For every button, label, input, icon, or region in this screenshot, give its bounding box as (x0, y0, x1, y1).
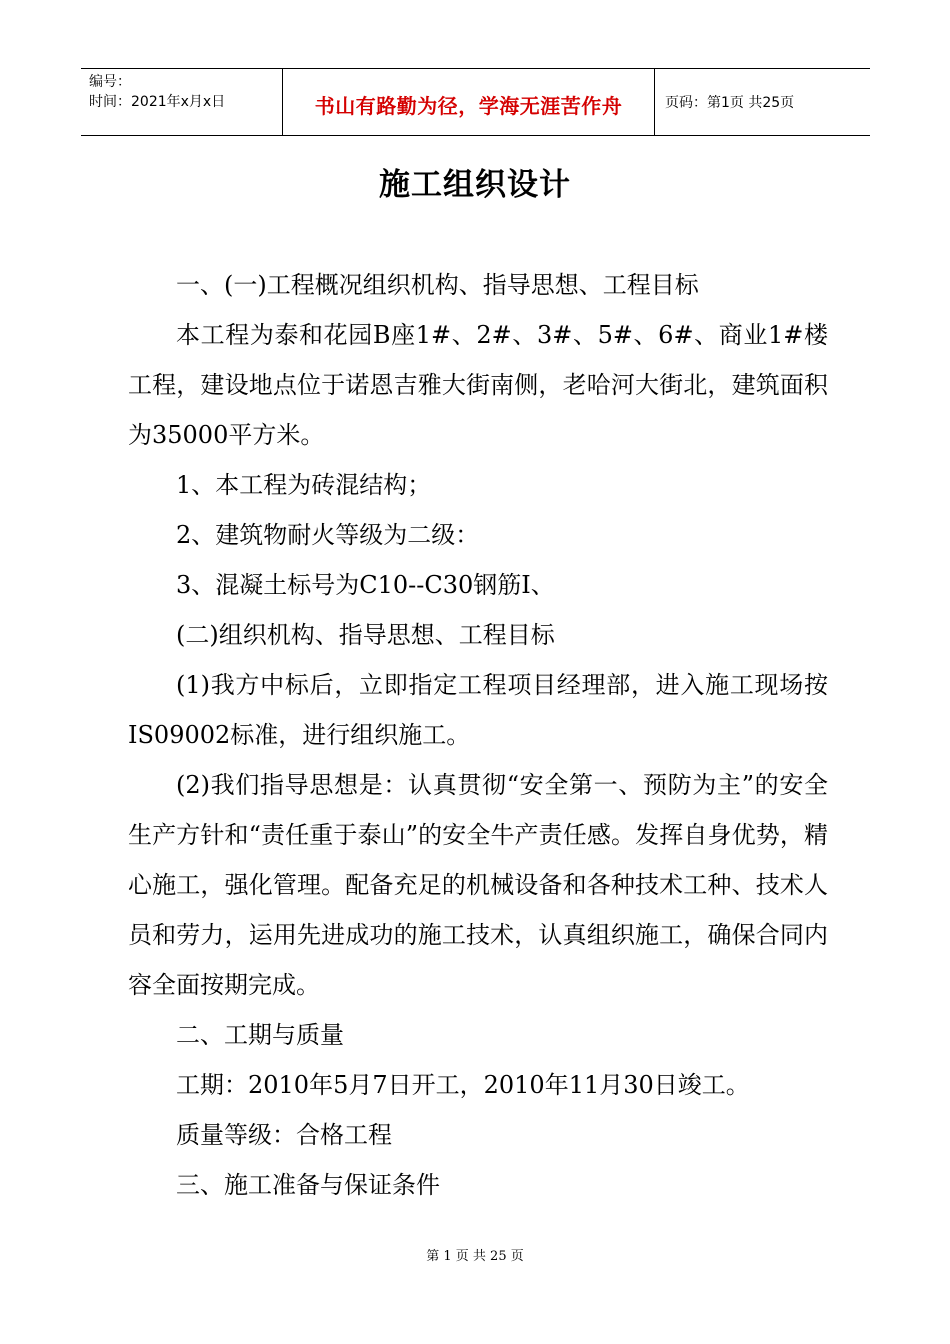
paragraph-guiding-thought: (2)我们指导思想是：认真贯彻“安全第一、预防为主”的安全生产方针和“责任重于泰山”的安全牛产责任感。发挥自身优势，精心施工，强化管理。配备充足的机械设备和各种技术工种、技术人员和劳力，运用先进成功的施工技术，认真组织施工，确保合同内容全面按期完成。 (128, 771, 828, 999)
document-title: 施工组织设计 (379, 167, 571, 203)
header-meta (81, 69, 282, 135)
subsection-heading-2: (二)组织机构、指导思想、工程目标 (176, 621, 555, 649)
document-header (81, 68, 870, 136)
list-item-concrete: 3、混凝土标号为C10--C30钢筋I、 (176, 571, 555, 599)
list-item-fire-rating: 2、建筑物耐火等级为二级： (176, 521, 480, 549)
document-number-label: 编号： (89, 74, 131, 90)
section-heading-preparation: 三、施工准备与保证条件 (176, 1171, 440, 1199)
document-time-label: 时间：2021年x月x日 (89, 94, 226, 110)
paragraph-quality: 质量等级：合格工程 (176, 1121, 392, 1149)
header-page-info: 页码：第1页 共25页 (665, 95, 795, 111)
paragraph-schedule: 工期：2010年5月7日开工，2010年11月30日竣工。 (176, 1071, 750, 1099)
list-item-structure: 1、本工程为砖混结构； (176, 471, 432, 499)
page-footer: 第 1 页 共 25 页 (426, 1249, 524, 1264)
section-heading-schedule: 二、工期与质量 (176, 1021, 344, 1049)
document-body (128, 260, 828, 1210)
section-heading-1: 一、(一)工程概况组织机构、指导思想、工程目标 (176, 271, 699, 299)
paragraph-overview: 本工程为泰和花园B座1#、2#、3#、5#、6#、商业1#楼工程，建设地点位于诺恩吉雅大街南侧，老哈河大街北，建筑面积为35000平方米。 (128, 321, 828, 449)
header-motto: 书山有路勤为径，学海无涯苦作舟 (282, 69, 655, 135)
paragraph-organization: (1)我方中标后，立即指定工程项目经理部，进入施工现场按IS09002标准，进行组织施工。 (128, 671, 828, 749)
